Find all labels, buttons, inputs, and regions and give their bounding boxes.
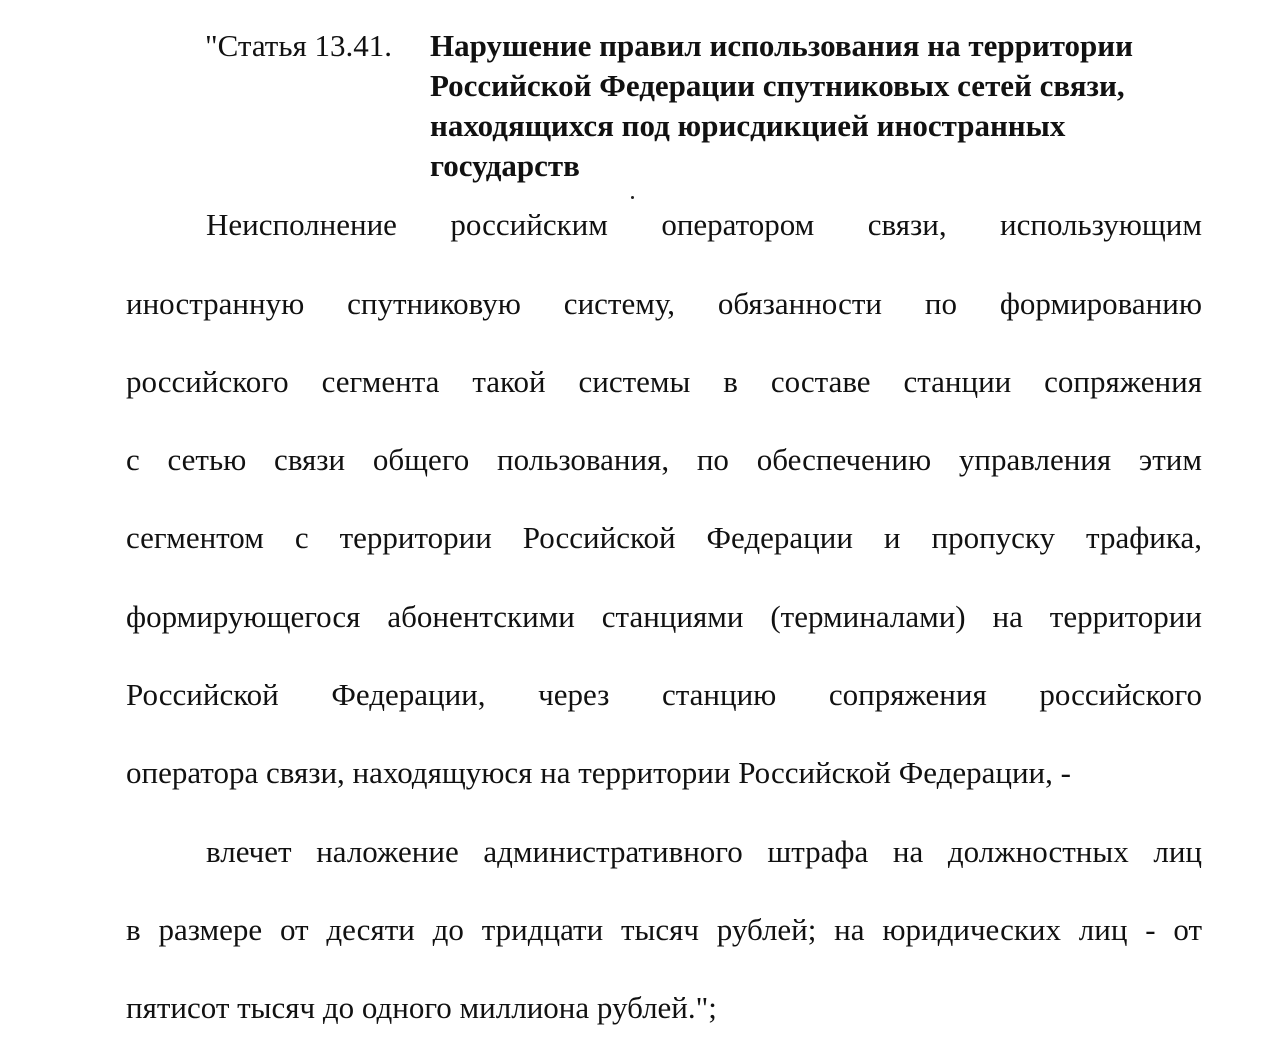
paragraph-1-line: российского сегмента такой системы в составе станции сопряжения <box>126 364 1202 399</box>
article-title-line: находящихся под юрисдикцией иностранных <box>430 108 1066 143</box>
paragraph-2-line: пятисот тысяч до одного миллиона рублей."; <box>126 990 717 1025</box>
paragraph-1-line: иностранную спутниковую систему, обязанности по формированию <box>126 286 1202 321</box>
paragraph-1-line: сегментом с территории Российской Федерации и пропуску трафика, <box>126 520 1202 555</box>
paragraph-1-line: формирующегося абонентскими станциями (терминалами) на территории <box>126 599 1202 634</box>
paragraph-2-line: в размере от десяти до тридцати тысяч рублей; на юридических лиц - от <box>126 912 1202 947</box>
paragraph-1-line: оператора связи, находящуюся на территории Российской Федерации, - <box>126 755 1071 790</box>
paragraph-1-line: Российской Федерации, через станцию сопряжения российского <box>126 677 1202 712</box>
paragraph-1-line: Неисполнение российским оператором связи, использующим <box>206 207 1202 242</box>
article-title-line: Российской Федерации спутниковых сетей связи, <box>430 68 1125 103</box>
paragraph-1-line: с сетью связи общего пользования, по обеспечению управления этим <box>126 442 1202 477</box>
article-number: "Статья 13.41. <box>205 28 392 63</box>
paragraph-2-line: влечет наложение административного штрафа на должностных лиц <box>206 834 1202 869</box>
scan-speck <box>631 196 634 199</box>
article-title-line: государств <box>430 148 580 183</box>
article-title-line: Нарушение правил использования на территории <box>430 28 1134 63</box>
article-title <box>430 26 1220 186</box>
